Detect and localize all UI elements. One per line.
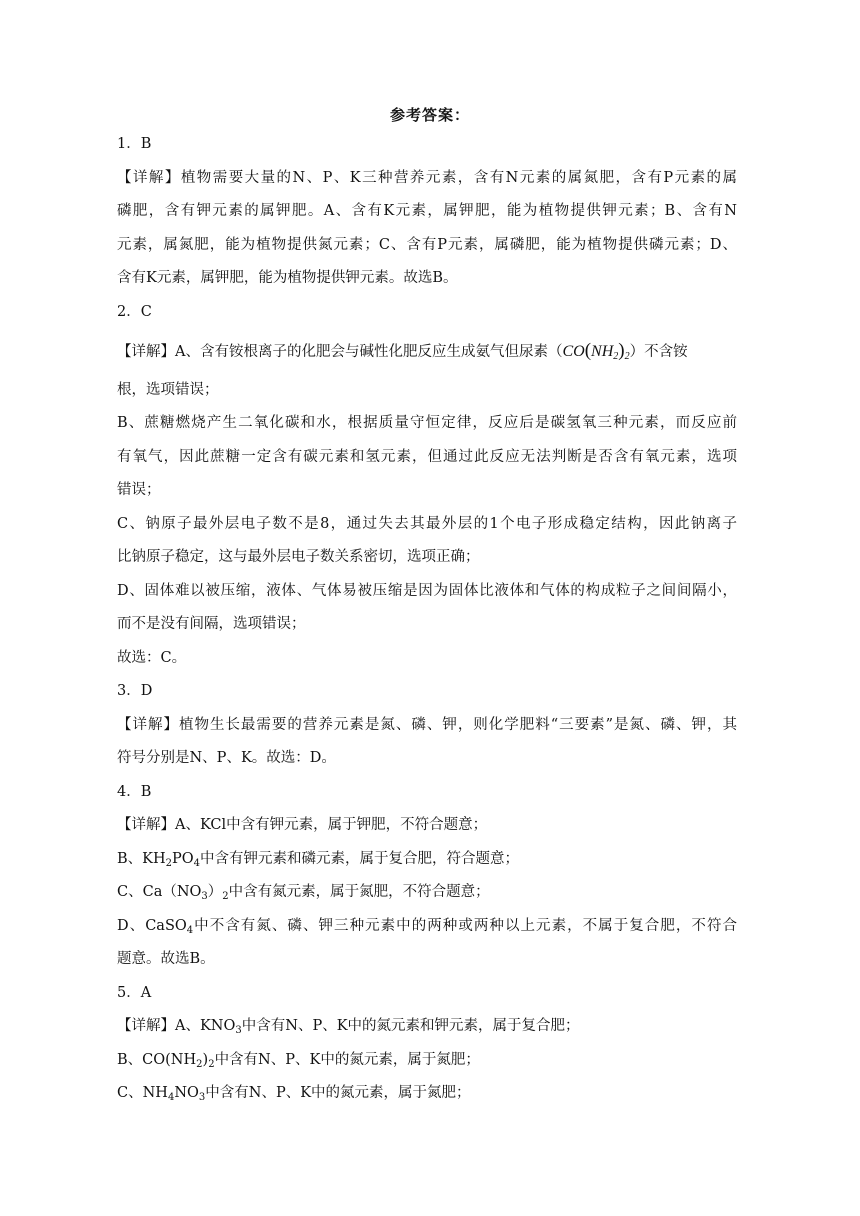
q2-option-b-line-2: 有氧气，因此蔗糖一定含有碳元素和氢元素，但通过此反应无法判断是否含有氧元素，选项 bbox=[117, 448, 737, 465]
q4-option-c: C、$Ca(NO_3)_2$中含有氮元素，属于氮肥，不符合题意； bbox=[117, 884, 490, 902]
q2-option-d-line-2: 而不是没有间隔，选项错误； bbox=[117, 616, 306, 632]
q5-option-b: B、$CO(NH_2)_2$中含有N、P、K中的氮元素，属于氮肥； bbox=[117, 1051, 480, 1070]
q3-explanation-line-2: 符号分别是N、P、K。故选：D。 bbox=[117, 750, 336, 766]
q4-option-b: B、$KH_2PO_4$中含有钾元素和磷元素，属于复合肥，符合题意； bbox=[117, 850, 520, 869]
q3-explanation-line-1: 【详解】植物生长最需要的营养元素是氮、磷、钾，则化学肥料“三要素”是氮、磷、钾，其 bbox=[117, 716, 737, 733]
q5-answer: 5．A bbox=[117, 984, 152, 1001]
q1-explanation-line-3: 元素，属氮肥，能为植物提供氮元素；C、含有P元素，属磷肥，能为植物提供磷元素；D、 bbox=[117, 236, 737, 253]
q1-answer: 1．B bbox=[117, 136, 152, 152]
q4-option-a: 【详解】A、KCl中含有钾元素，属于钾肥，不符合题意； bbox=[117, 817, 488, 833]
q1-explanation-line-2: 磷肥，含有钾元素的属钾肥。A、含有K元素，属钾肥，能为植物提供钾元素；B、含有N bbox=[117, 203, 737, 219]
q2-option-c-line-1: C、钠原子最外层电子数不是8，通过失去其最外层的1个电子形成稳定结构，因此钠离子 bbox=[117, 515, 737, 532]
q1-explanation-line-4: 含有K元素，属钾肥，能为植物提供钾元素。故选B。 bbox=[117, 270, 458, 286]
q2-option-c-line-2: 比钠原子稳定，这与最外层电子数关系密切，选项正确； bbox=[117, 549, 480, 565]
q3-answer: 3．D bbox=[117, 683, 153, 699]
q5-option-a: 【详解】A、$KNO_3$中含有N、P、K中的氮元素和钾元素，属于复合肥； bbox=[117, 1018, 580, 1036]
q2-option-b-line-1: B、蔗糖燃烧产生二氧化碳和水，根据质量守恒定律，反应后是碳氢氧三种元素，而反应前 bbox=[117, 415, 737, 431]
q2-option-a-prefix: 【详解】A、含有铵根离子的化肥会与碱性化肥反应生成氨气但尿素（ bbox=[117, 344, 563, 360]
q2-option-a-line-2: 根，选项错误； bbox=[117, 381, 219, 398]
q5-option-c: C、$NH_4NO_3$中含有N、P、K中的氮元素，属于氮肥； bbox=[117, 1085, 471, 1103]
page-title: 参考答案： bbox=[389, 106, 470, 124]
q2-option-b-line-3: 错误； bbox=[117, 482, 161, 498]
urea-formula: $CO(NH_2)_2$ bbox=[562, 340, 630, 362]
answer-content bbox=[117, 130, 737, 1108]
q4-answer: 4．B bbox=[117, 783, 152, 800]
q2-option-d-line-1: D、固体难以被压缩，液体、气体易被压缩是因为固体比液体和气体的构成粒子之间间隔小， bbox=[117, 582, 737, 599]
q4-option-d-line-1: D、CaSO$_4$中不含有氮、磷、钾三种元素中的两种或两种以上元素，不属于复合肥，不符合 bbox=[117, 917, 737, 936]
q1-explanation-line-1: 【详解】植物需要大量的N、P、K三种营养元素，含有N元素的属氮肥，含有P元素的属 bbox=[117, 169, 737, 186]
q2-option-a-line-1 bbox=[117, 331, 737, 371]
q2-option-a-suffix: ）不含铵 bbox=[629, 344, 688, 360]
q4-option-d-line-2: 题意。故选B。 bbox=[117, 951, 215, 967]
q2-answer: 2．C bbox=[117, 303, 152, 320]
q2-conclusion: 故选：C。 bbox=[117, 649, 187, 666]
